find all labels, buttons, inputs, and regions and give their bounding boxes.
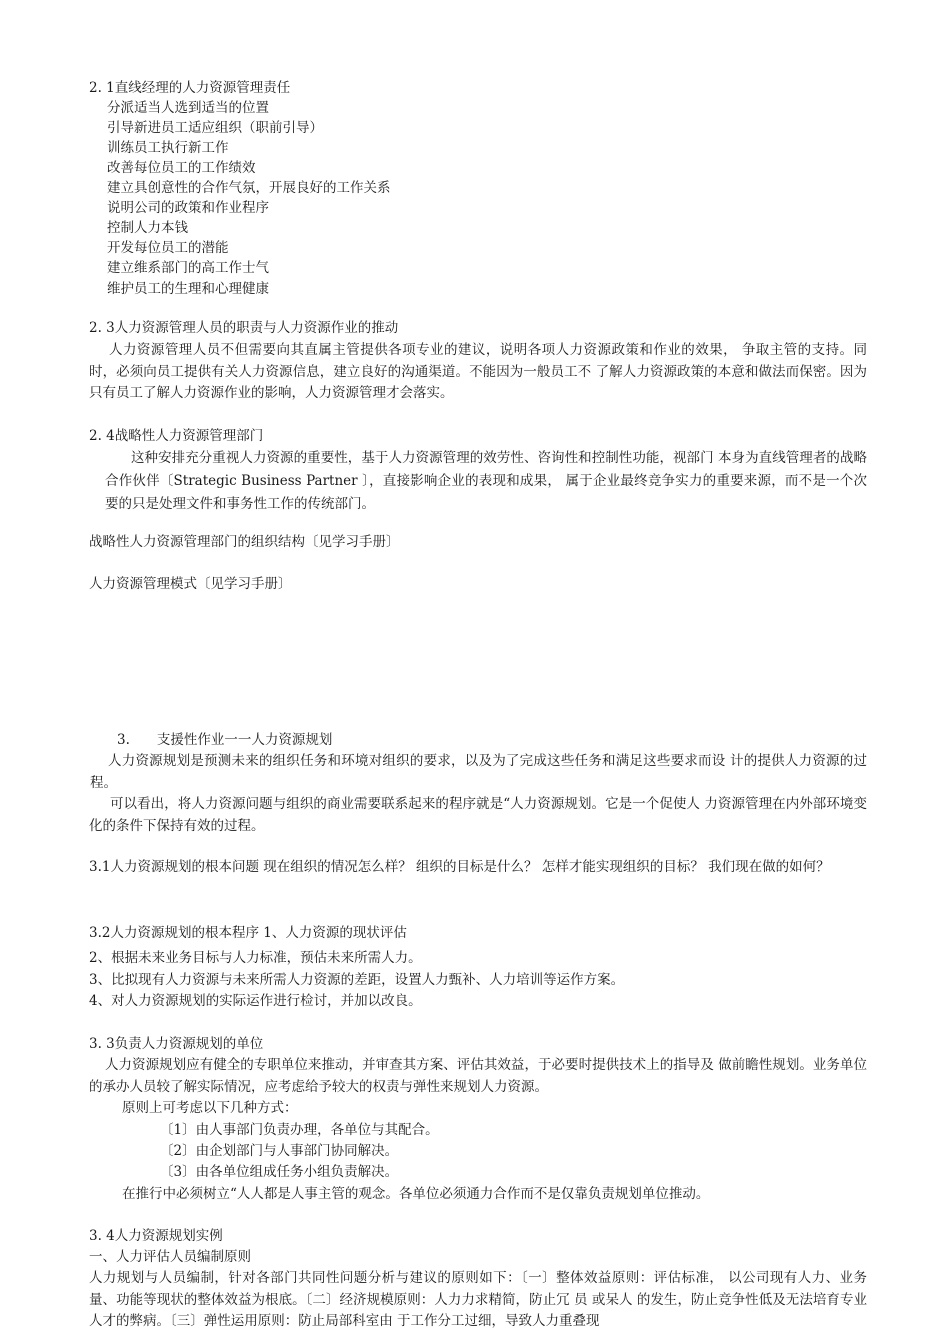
list-item: 4、对人力资源规划的实际运作进行检讨，并加以改良。 xyxy=(89,993,422,1009)
section-3-1-text: 3.1人力资源规划的根本问题 现在组织的情况怎么样？ 组织的目标是什么？ 怎样才能实现组织的目标？ 我们现在做的如何？ xyxy=(89,859,830,875)
section-2-4-body: 这种安排充分重视人力资源的重要性，基于人力资源管理的效劳性、咨询性和控制性功能，视部门 本身为直线管理者的战略合作伙伴〔Strategic Business Partner 〕，直接影响企业的表现和成果， 属于企业最终竞争实力的重要来源，而不是一个次要的只是处理文件和事务性工作的传统部门。 xyxy=(105,450,867,512)
org-structure-note: 战略性人力资源管理部门的组织结构〔见学习手册〕 xyxy=(89,534,400,550)
section-3-para-2: 可以看出，将人力资源问题与组织的商业需要联系起来的程序就是“人力资源规划。它是一个促使人 力资源管理在内外部环境变化的条件下保持有效的过程。 xyxy=(89,796,867,834)
list-item: 引导新进员工适应组织（职前引导） xyxy=(107,120,323,136)
list-item: 2、根据未来业务目标与人力标准，预估未来所需人力。 xyxy=(89,950,422,966)
section-2-3-body: 人力资源管理人员不但需要向其直属主管提供各项专业的建议，说明各项人力资源政策和作业的效果， 争取主管的支持。同时，必须向员工提供有关人力资源信息，建立良好的沟通渠道。不能因为一般员工不 了解人力资源政策的本意和做法而保密。因为只有员工了解人力资源作业的影响，人力资源管理才会落实。 xyxy=(89,342,867,401)
list-item: 建立维系部门的高工作士气 xyxy=(107,260,269,276)
section-3-para-1: 人力资源规划是预测未来的组织任务和环境对组织的要求，以及为了完成这些任务和满足这些要求而设 计的提供人力资源的过程。 xyxy=(90,753,867,791)
section-3-3-body: 人力资源规划应有健全的专职单位来推动，并审查其方案、评估其效益，于必要时提供技术上的指导及 做前瞻性规划。业务单位的承办人员较了解实际情况，应考虑给予较大的权责与弹性来规划人力资源。 xyxy=(89,1057,867,1095)
principle-intro: 原则上可考虑以下几种方式： xyxy=(122,1100,298,1116)
option-item: 〔2〕由企划部门与人事部门协同解决。 xyxy=(160,1143,399,1159)
section-3-4-body: 人力规划与人员编制，针对各部门共同性问题分析与建议的原则如下：〔一〕整体效益原则：评估标准， 以公司现有人力、业务量、功能等现状的整体效益为根底。〔二〕经济规模原则：人力力求精简，防止冗 员 或呆人 的发生，防止竞争性低及无法培育专业人才的弊病。〔三〕弹性运用原则：防止局部科室由 于工作分工过细，导致人力重叠现 xyxy=(89,1270,867,1329)
closing-note: 在推行中必须树立“人人都是人事主管的观念。各单位必须通力合作而不是仅靠负责规划单位推动。 xyxy=(122,1186,710,1202)
list-item: 开发每位员工的潜能 xyxy=(107,240,229,256)
section-2-1-heading: 2. 1直线经理的人力资源管理责任 xyxy=(89,80,291,96)
list-item: 建立具创意性的合作气氛，开展良好的工作关系 xyxy=(107,180,391,196)
option-item: 〔3〕由各单位组成任务小组负责解决。 xyxy=(160,1164,399,1180)
section-3-2-heading: 3.2人力资源规划的根本程序 1、人力资源的现状评估 xyxy=(89,925,407,941)
list-item: 3、比拟现有人力资源与未来所需人力资源的差距，设置人力甄补、人力培训等运作方案。 xyxy=(89,972,625,988)
list-item: 说明公司的政策和作业程序 xyxy=(107,200,269,216)
option-item: 〔1〕由人事部门负责办理，各单位与其配合。 xyxy=(160,1122,439,1138)
section-2-4-heading: 2. 4战略性人力资源管理部门 xyxy=(89,428,264,444)
list-item: 维护员工的生理和心理健康 xyxy=(107,281,269,297)
section-3-4-heading: 3. 4人力资源规划实例 xyxy=(89,1228,223,1244)
section-3-heading: 3. 支援性作业一一人力资源规划 xyxy=(117,732,333,748)
section-2-3-heading: 2. 3人力资源管理人员的职责与人力资源作业的推动 xyxy=(89,320,399,336)
subsection-heading: 一、人力评估人员编制原则 xyxy=(89,1249,251,1265)
list-item: 训练员工执行新工作 xyxy=(107,140,229,156)
section-3-3-heading: 3. 3负责人力资源规划的单位 xyxy=(89,1036,264,1052)
hr-model-note: 人力资源管理模式〔见学习手册〕 xyxy=(89,576,292,592)
list-item: 改善每位员工的工作绩效 xyxy=(107,160,256,176)
list-item: 分派适当人选到适当的位置 xyxy=(107,100,269,116)
list-item: 控制人力本钱 xyxy=(107,220,188,236)
